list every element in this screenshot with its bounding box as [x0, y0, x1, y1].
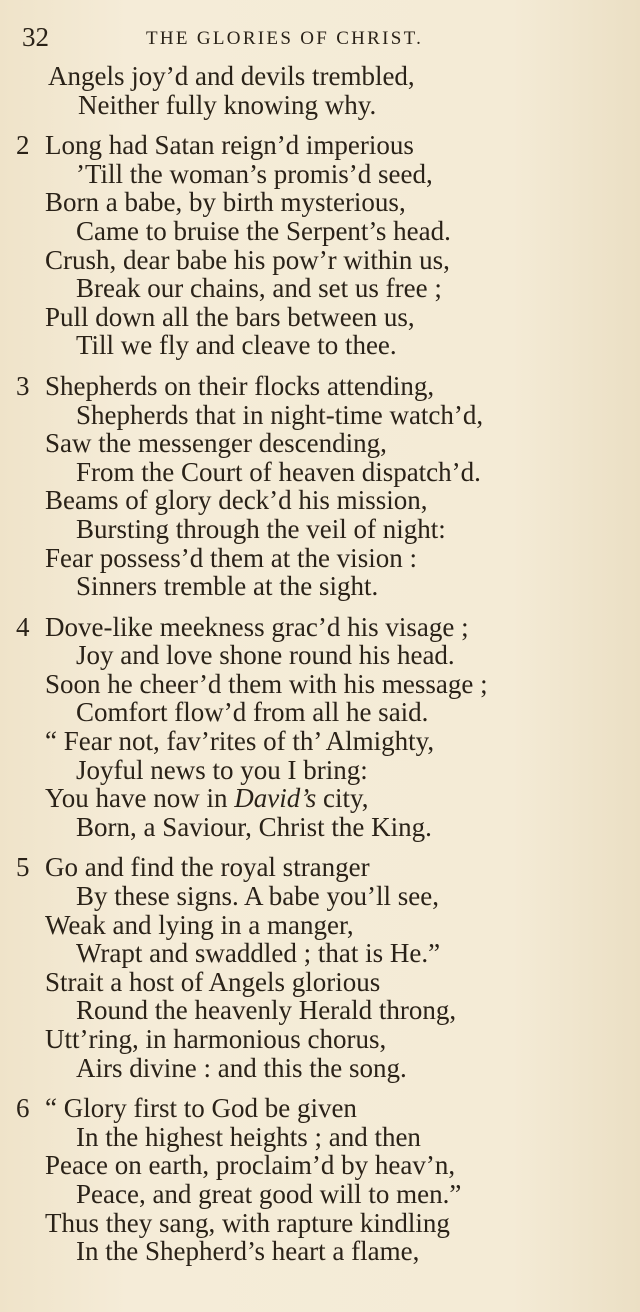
verse-line-tail: city,	[323, 783, 369, 814]
verse-line: Born a babe, by birth mysterious,	[45, 187, 406, 218]
verse-line: Angels joy’d and devils trembled,	[48, 61, 415, 91]
verse-line: Strait a host of Angels glorious	[45, 966, 381, 997]
stanza-number: 6	[16, 1093, 30, 1124]
stanza-number: 2	[16, 130, 30, 161]
verse-line: Pull down all the bars between us,	[45, 301, 415, 332]
stanza-6	[0, 1094, 640, 1266]
verse-line-with-italic	[0, 784, 640, 813]
verse-line: “ Glory first to God be given	[45, 1093, 357, 1124]
verse-line: Shepherds on their flocks attending,	[45, 370, 435, 401]
verse-line: Round the heavenly Herald throng,	[76, 995, 457, 1026]
verse-line: Wrapt and swaddled ; that is He.”	[76, 938, 441, 969]
verse-line: Dove-like meekness grac’d his visage ;	[45, 611, 469, 642]
stanza-number: 5	[16, 852, 30, 883]
verse-line: Utt’ring, in harmonious chorus,	[45, 1024, 387, 1054]
italic-place-name: David’s	[234, 783, 317, 814]
verse-line: Saw the messenger descending,	[45, 428, 387, 459]
verse-line: Airs divine : and this the song.	[76, 1052, 407, 1083]
verse-line: Comfort flow’d from all he said.	[76, 697, 429, 728]
verse-line: Beams of glory deck’d his mission,	[45, 485, 428, 516]
verse-line: In the highest heights ; and then	[76, 1121, 421, 1152]
verse-line: Came to bruise the Serpent’s head.	[76, 215, 451, 246]
verse-line: Crush, dear babe his pow’r within us,	[45, 244, 450, 275]
verse-line: Soon he cheer’d them with his message ;	[45, 668, 488, 699]
page-header	[22, 22, 622, 54]
verse-line: Weak and lying in a manger,	[45, 909, 354, 940]
verse-line: Peace, and great good will to men.”	[76, 1178, 462, 1209]
stanza-number: 3	[16, 370, 30, 401]
verse-line: Joy and love shone round his head.	[76, 640, 455, 671]
verse-line: Neither fully knowing why.	[78, 89, 377, 120]
stanza-4	[0, 613, 640, 842]
verse-line: By these signs. A babe you’ll see,	[76, 881, 439, 912]
verse-line: Sinners tremble at the sight.	[76, 571, 379, 602]
verse-line: Joyful news to you I bring:	[76, 754, 368, 785]
stanza-3	[0, 372, 640, 601]
verse-line: Till we fly and cleave to thee.	[76, 330, 397, 361]
verse-line: Thus they sang, with rapture kindling	[45, 1207, 450, 1238]
verse-line: “ Fear not, fav’rites of th’ Almighty,	[45, 726, 435, 757]
verse-line: Peace on earth, proclaim’d by heav’n,	[45, 1150, 456, 1181]
verse-line: Bursting through the veil of night:	[76, 513, 446, 544]
hymn-text	[0, 62, 640, 1278]
verse-line: From the Court of heaven dispatch’d.	[76, 456, 481, 487]
verse-line: ’Till the woman’s promis’d seed,	[76, 158, 433, 189]
verse-line: Long had Satan reign’d imperious	[45, 130, 414, 161]
verse-line: Born, a Saviour, Christ the King.	[76, 811, 432, 842]
page-number: 32	[22, 22, 49, 52]
stanza-number: 4	[16, 611, 30, 642]
verse-line-head: You have now in	[45, 783, 228, 814]
verse-line: Shepherds that in night-time watch’d,	[76, 399, 484, 430]
stanza-continuation	[0, 62, 640, 119]
verse-line: In the Shepherd’s heart a flame,	[76, 1236, 420, 1267]
verse-line: Break our chains, and set us free ;	[76, 273, 442, 304]
running-head: THE GLORIES OF CHRIST.	[146, 28, 424, 49]
verse-line: Go and find the royal stranger	[45, 852, 370, 883]
stanza-2	[0, 131, 640, 360]
verse-line: Fear possess’d them at the vision :	[45, 542, 417, 573]
stanza-5	[0, 853, 640, 1082]
